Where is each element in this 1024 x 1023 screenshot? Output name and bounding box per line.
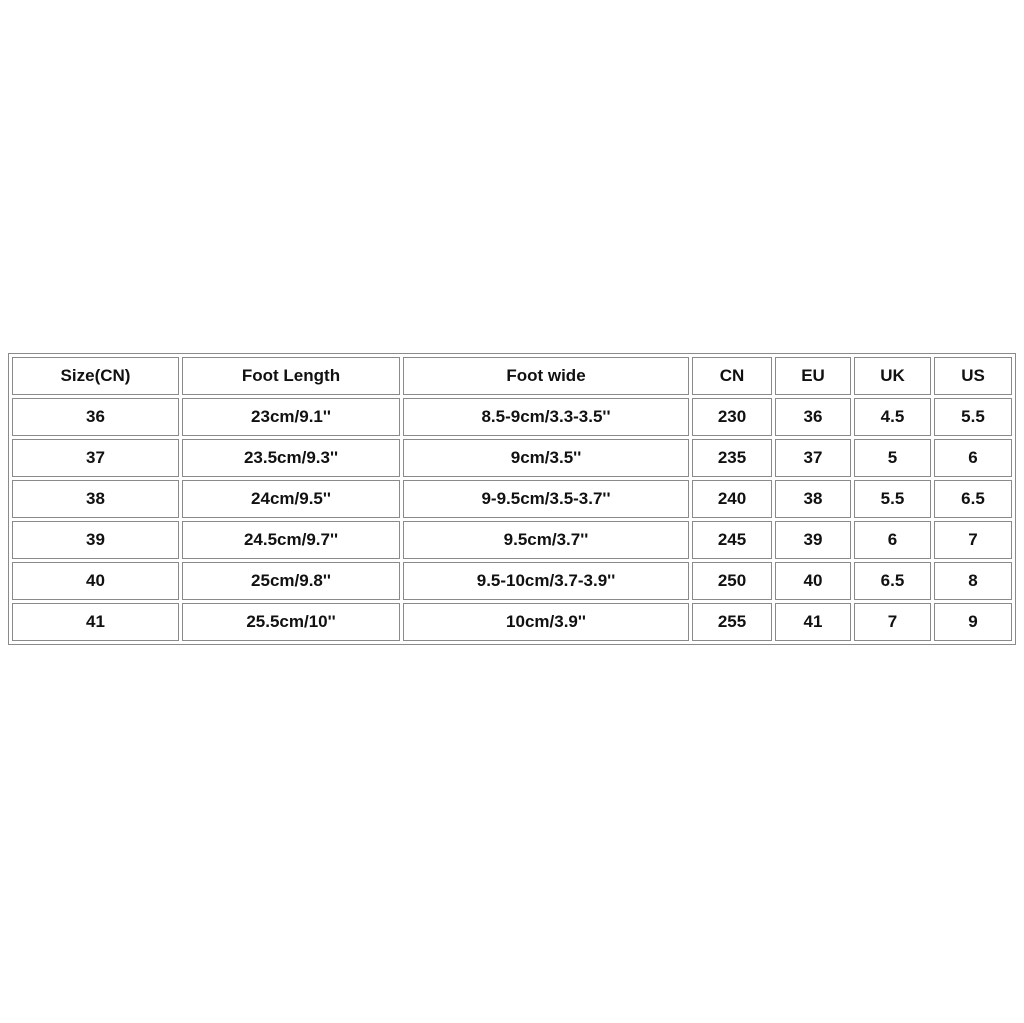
table-cell: 4.5 (854, 398, 931, 436)
table-cell: 39 (775, 521, 851, 559)
table-cell: 245 (692, 521, 772, 559)
table-cell: 37 (12, 439, 179, 477)
header-cell-size-cn: Size(CN) (12, 357, 179, 395)
table-cell: 8 (934, 562, 1012, 600)
table-cell: 7 (934, 521, 1012, 559)
table-cell: 9 (934, 603, 1012, 641)
table-cell: 23.5cm/9.3'' (182, 439, 400, 477)
table-row (12, 398, 1012, 436)
table-cell: 230 (692, 398, 772, 436)
table-cell: 8.5-9cm/3.3-3.5'' (403, 398, 689, 436)
table-cell: 9.5cm/3.7'' (403, 521, 689, 559)
header-cell-uk: UK (854, 357, 931, 395)
size-chart-table (8, 353, 1016, 645)
table-cell: 36 (775, 398, 851, 436)
table-cell: 7 (854, 603, 931, 641)
table-cell: 5.5 (854, 480, 931, 518)
header-cell-us: US (934, 357, 1012, 395)
table-cell: 240 (692, 480, 772, 518)
table-cell: 9-9.5cm/3.5-3.7'' (403, 480, 689, 518)
table-cell: 23cm/9.1'' (182, 398, 400, 436)
table-cell: 37 (775, 439, 851, 477)
table-cell: 36 (12, 398, 179, 436)
table-cell: 39 (12, 521, 179, 559)
table-cell: 25.5cm/10'' (182, 603, 400, 641)
table-cell: 250 (692, 562, 772, 600)
table-row (12, 562, 1012, 600)
table-cell: 9cm/3.5'' (403, 439, 689, 477)
table-cell: 41 (12, 603, 179, 641)
header-cell-foot-wide: Foot wide (403, 357, 689, 395)
header-cell-foot-length: Foot Length (182, 357, 400, 395)
table-cell: 255 (692, 603, 772, 641)
table-cell: 25cm/9.8'' (182, 562, 400, 600)
table-cell: 38 (12, 480, 179, 518)
table-cell: 6.5 (934, 480, 1012, 518)
table-row (12, 603, 1012, 641)
table-row (12, 439, 1012, 477)
table-cell: 24cm/9.5'' (182, 480, 400, 518)
table-cell: 6 (934, 439, 1012, 477)
table-cell: 24.5cm/9.7'' (182, 521, 400, 559)
table-cell: 6.5 (854, 562, 931, 600)
header-cell-eu: EU (775, 357, 851, 395)
table-row (12, 480, 1012, 518)
table-header-row (12, 357, 1012, 395)
table-cell: 5 (854, 439, 931, 477)
table-row (12, 521, 1012, 559)
header-cell-cn: CN (692, 357, 772, 395)
table-cell: 40 (775, 562, 851, 600)
table-cell: 10cm/3.9'' (403, 603, 689, 641)
table-cell: 40 (12, 562, 179, 600)
table-cell: 38 (775, 480, 851, 518)
table-cell: 41 (775, 603, 851, 641)
table-cell: 235 (692, 439, 772, 477)
table-cell: 6 (854, 521, 931, 559)
table-cell: 9.5-10cm/3.7-3.9'' (403, 562, 689, 600)
table-cell: 5.5 (934, 398, 1012, 436)
